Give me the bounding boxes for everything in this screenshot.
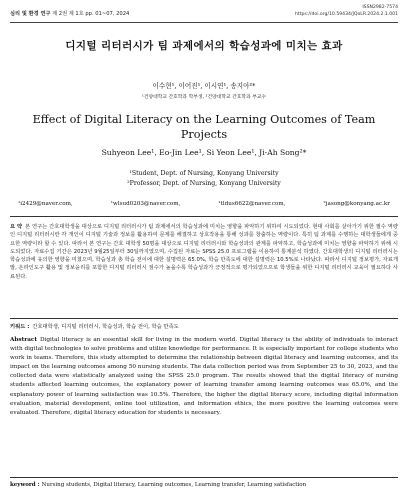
english-keywords-rule xyxy=(10,477,398,478)
korean-keywords-rule xyxy=(10,318,398,319)
email-2[interactable]: ¹wlsud0203@naver.com, xyxy=(110,201,181,207)
affiliation-student: ¹Student, Dept. of Nursing, Konyang University xyxy=(129,170,279,177)
korean-authors: 이수현¹, 이어진¹, 이시연¹, 송지아²* xyxy=(152,82,256,90)
issn: ISSN2982-7574 xyxy=(362,5,398,10)
english-abstract xyxy=(10,336,398,418)
korean-affiliations: ¹건양대학교 간호학과 학부생, ²건양대학교 간호학과 부교수 xyxy=(141,95,267,100)
korean-abstract xyxy=(10,223,398,281)
header-divider xyxy=(10,22,398,23)
english-authors: Suhyeon Lee¹, Eo-Jin Lee¹, Si Yeon Lee¹, Ji-Ah Song²* xyxy=(101,148,307,157)
english-affiliations xyxy=(0,169,408,189)
journal-issue: 제 2권 제 1호 pp. 01~07, 2024 xyxy=(50,11,130,17)
english-keywords-label: keyword : xyxy=(10,482,40,488)
email-3[interactable]: ¹tldus6622@naver.com, xyxy=(218,201,286,207)
korean-title: 디지털 리터러시가 팀 과제에서의 학습성과에 미치는 효과 xyxy=(65,40,343,52)
journal-header xyxy=(10,4,398,24)
korean-abstract-text: 본 연구는 간호대학생을 대상으로 디지털 리터러시가 팀 과제에서의 학습성과에 미치는 영향을 파악하기 위하여 시도되었다. 현대 사회를 살아가기 위한 필수 역량인 디지털 리터러시란 각 개인이 디지털 기술과 정보를 활용하여 문제를 해결하고 상호작용을 통해 성과를 창출하는 역량이다. 특히 팀 과제를 수행하는 대학생들에게 중요한 역량이라 할 수 있다. 따라서 본 연구는 간호 대학생 50명을 대상으로 디지털 리터러시와 학습성과의 관계를 파악하고, 학습성과에 미치는 영향을 파악하기 위해 시도되었다. 자료수집 기간은 2023년 9월25일부터 30일까지였으며, 수집된 자료는 SPSS 25.0 프로그램을 이용하여 통계분석 하였다. 간호대학생의 디지털 리터러시는 학습성과에 유의한 영향을 미쳤으며, 학습성과 총 학습 전이에 대한 설명력은 65.0%, 학습 만족도에 대한 설명력은 10.5%로 나타났다. 따라서 디지털 정보평가, 자료개발, 온라인도구 활용 및 정보윤리를 포함한 디지털 리터러시 점수가 높을수록 학습성과가 긍정적으로 평가되었으므로 학생들을 위한 디지털 리터러시 교육이 필요하다 사료된다. xyxy=(10,224,398,280)
english-abstract-text: Digital literacy is an essential skill for living in the modern world. Digital literacy is the ability of individuals to interact with digital technologies to solve problems and utilize knowledge for performance. It is especially important for college students who work in teams. Therefore, this study attempted to determine the relationship between digital literacy and learning outcomes, and its impact on the learning outcomes among 50 nursing students. The data collection period was from September 25 to 30, 2023, and the collected data were statistically analyzed using the SPSS 25.0 program. The results showed that the digital literacy of nursing students affected learning outcomes, the explanatory power of learning transfer among learning outcomes was 65.0%, and the explanatory power of learning satisfaction was 10.5%. Therefore, the higher the digital literacy score, including digital information evaluation, material development, online tool utilization, and information ethics, the more positive the learning outcomes were evaluated. Therefore, digital literacy education for students is necessary. xyxy=(10,337,398,416)
abstract-top-rule xyxy=(10,216,398,217)
journal-citation xyxy=(10,10,129,17)
korean-keywords-text: 간호대학생, 디지털 리터러시, 학습성과, 학습 전이, 학습 만족도 xyxy=(32,324,179,330)
affiliation-professor: ²Professor, Dept. of Nursing, Konyang University xyxy=(127,180,281,187)
doi-link[interactable]: https://doi.org/10.59434/JQoLR.2024.2.1.001 xyxy=(295,12,398,17)
email-1[interactable]: ¹i2429@naver.com, xyxy=(18,201,73,207)
email-4[interactable]: ²jasong@konyang.ac.kr xyxy=(323,201,390,207)
english-title: Effect of Digital Literacy on the Learning Outcomes of Team Projects xyxy=(32,113,376,141)
english-keywords-text: Nursing students, Digital literacy, Learning outcomes, Learning transfer, Learning satisfaction xyxy=(41,482,307,488)
english-abstract-label: Abstract xyxy=(10,337,37,343)
korean-keywords-label: 키워드 : xyxy=(10,324,30,330)
english-keywords xyxy=(10,482,398,488)
journal-name: 심리 및 환경 연구 xyxy=(10,11,51,17)
korean-keywords xyxy=(10,322,398,330)
author-emails xyxy=(18,201,390,207)
korean-abstract-label: 요 약 xyxy=(10,224,23,230)
